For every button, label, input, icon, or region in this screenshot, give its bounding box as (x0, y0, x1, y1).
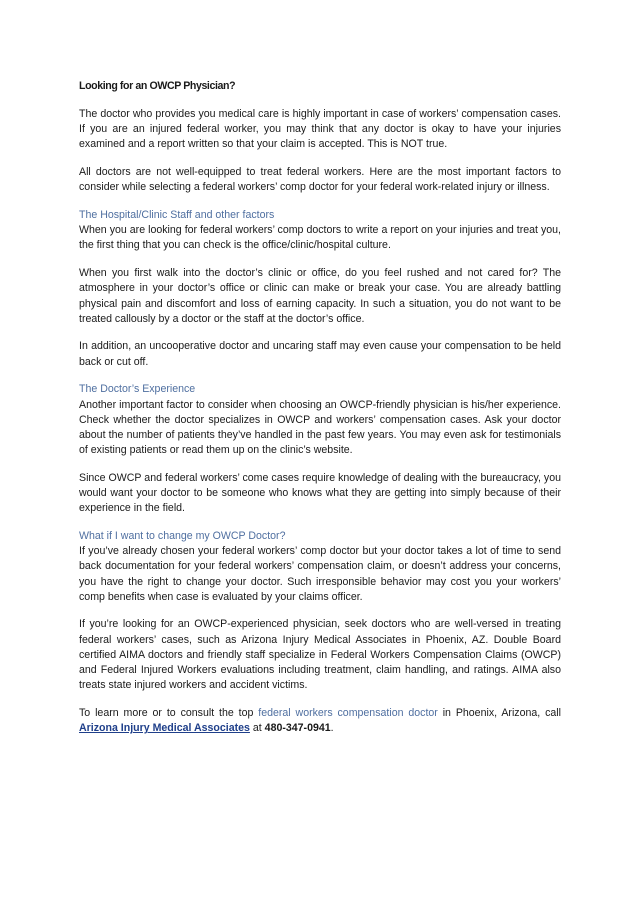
experience-paragraph-2: Since OWCP and federal workers’ come cases require knowledge of dealing with the bureaucracy, you would want your doctor to be someone who knows what they are getting into simply because of their experience in the field. (79, 471, 561, 515)
phone-number: 480-347-0941 (264, 722, 331, 735)
intro-paragraph-1: The doctor who provides you medical care is highly important in case of workers’ compensation cases. If you are an injured federal worker, you may think that any doctor is okay to have your injuries examined and a report written so that your claim is accepted. This is NOT true. (79, 108, 561, 151)
clinic-paragraph-1: When you are looking for federal workers’ comp doctors to write a report on your injuries and treat you, the first thing that you can check is the office/clinic/hospital culture. (79, 224, 561, 252)
closing-prefix: To learn more or to consult the top (79, 707, 259, 719)
experience-paragraph-1: Another important factor to consider when choosing an OWCP-friendly physician is his/her experience. Check whether the doctor specializes in OWCP and workers’ compensation cases. Ask your doctor about the number of patients they’ve handled in the past few years. You may even ask for testimonials of existing patients or read them up on the clinic’s website. (79, 398, 561, 457)
document-title: Looking for an OWCP Physician? (79, 80, 236, 92)
section-heading-change-doctor: What if I want to change my OWCP Doctor? (79, 529, 286, 542)
intro-paragraph-2: All doctors are not well-equipped to treat federal workers. Here are the most important factors to consider while selecting a federal workers’ comp doctor for your federal work-related injury or illness. (79, 166, 561, 194)
clinic-paragraph-2: When you first walk into the doctor’s clinic or office, do you feel rushed and not cared for? The atmosphere in your doctor’s office or clinic can make or break your case. You are already battling physical pain and discomfort and loss of earning capacity. In such a situation, you do not want to be treated callously by a doctor or the staff at the doctor’s office. (79, 267, 561, 325)
change-paragraph-2: If you’re looking for an OWCP-experienced physician, seek doctors who are well-versed in treating federal workers’ cases, such as Arizona Injury Medical Associates in Phoenix, AZ. Double Board certified AIMA doctors and friendly staff specialize in Federal Workers Compensation Claims (OWCP) and Federal Injured Workers evaluations including treatment, claim handling, and ratings. AIMA also treats state injured workers and accident victims. (79, 618, 561, 692)
closing-middle: in Phoenix, Arizona, call (437, 707, 562, 719)
section-heading-clinic-staff: The Hospital/Clinic Staff and other factors (79, 209, 275, 222)
closing-suffix: . (330, 722, 334, 735)
closing-paragraph (79, 706, 561, 736)
federal-doctor-link[interactable]: federal workers compensation doctor (258, 707, 438, 719)
section-heading-experience: The Doctor’s Experience (79, 383, 196, 396)
aima-link[interactable]: Arizona Injury Medical Associates (79, 722, 250, 735)
clinic-paragraph-3: In addition, an uncooperative doctor and uncaring staff may even cause your compensation to be held back or cut off. (79, 340, 561, 368)
change-paragraph-1: If you’ve already chosen your federal workers’ comp doctor but your doctor takes a lot of time to send back documentation for your federal workers’ compensation claim, or doesn’t address your concerns, you have the right to change your doctor. Such irresponsible behavior may cost you your workers’ comp benefits when case is evaluated by your claims officer. (79, 545, 561, 603)
closing-phone-prefix: at (249, 722, 265, 735)
